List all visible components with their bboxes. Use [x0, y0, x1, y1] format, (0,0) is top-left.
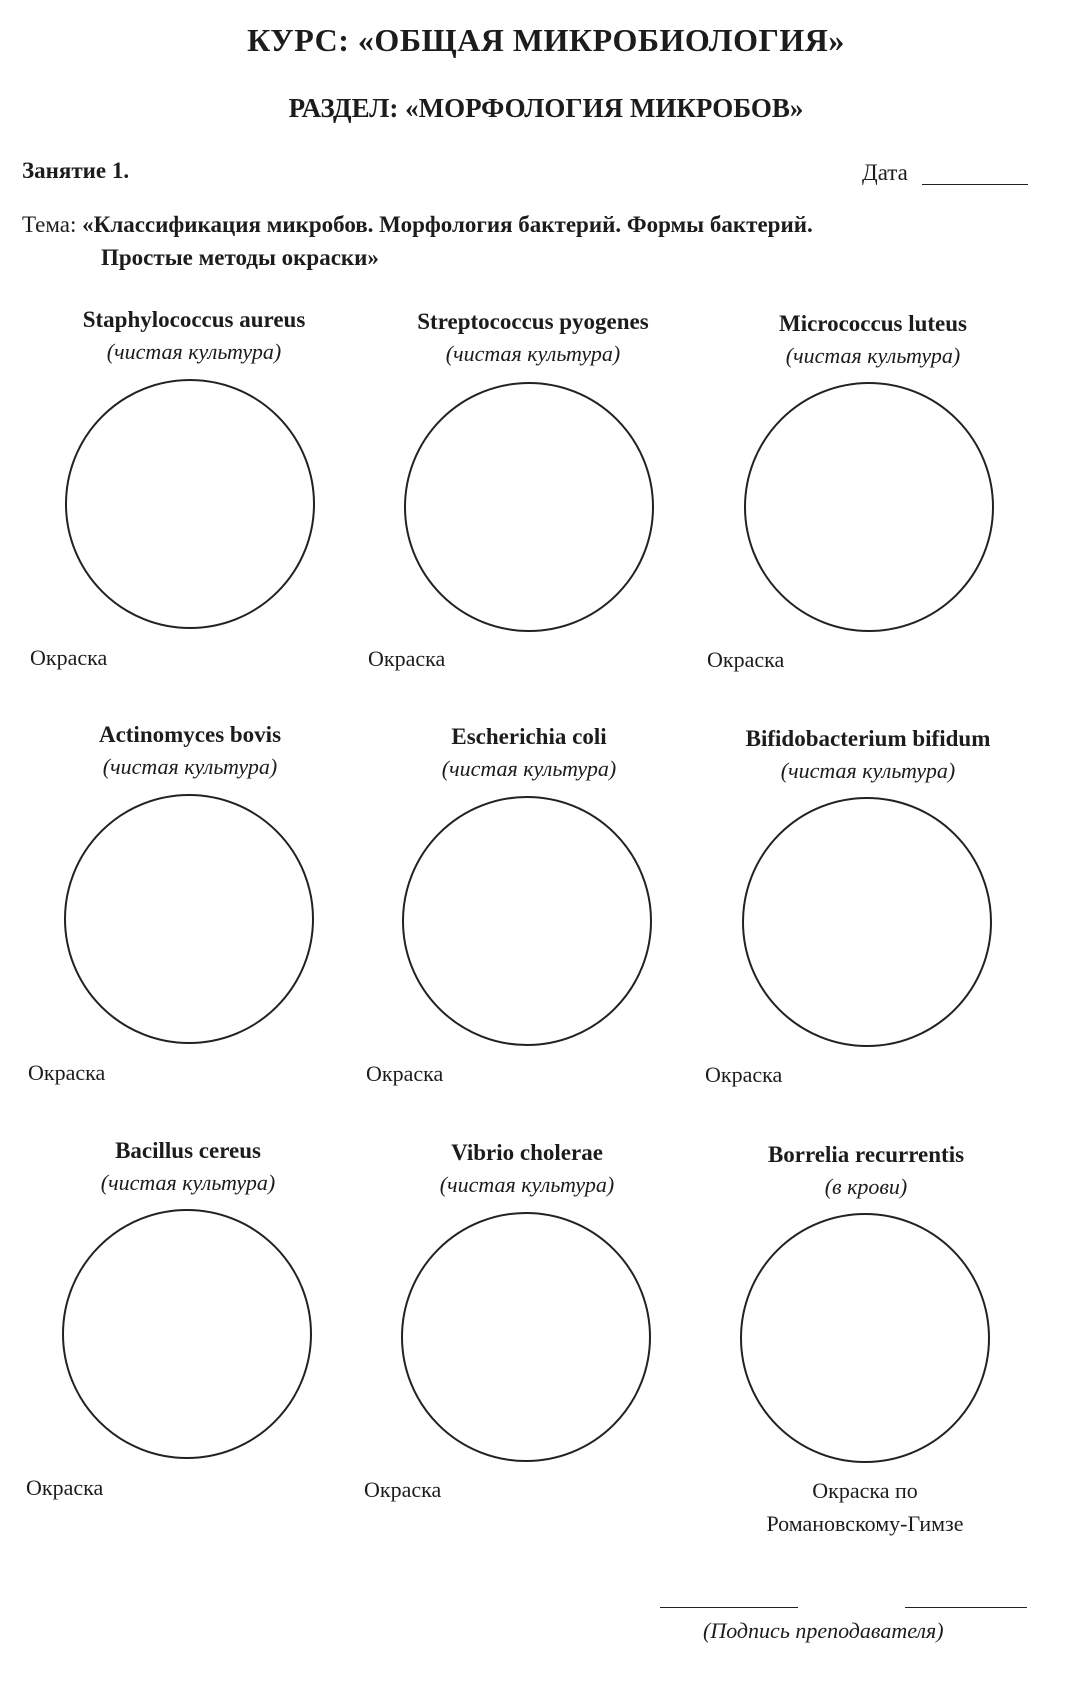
culture-note: (чистая культура)	[102, 754, 278, 779]
stain-line-2: Романовскому-Гимзе	[766, 1511, 964, 1536]
drawing-circle[interactable]	[402, 796, 652, 1046]
drawing-circle[interactable]	[742, 797, 992, 1047]
cell-heading	[24, 304, 364, 368]
stain-label: Окраска	[705, 1062, 783, 1087]
cell-heading	[20, 719, 360, 783]
cell-heading	[363, 306, 703, 370]
drawing-circle[interactable]	[404, 382, 654, 632]
course-title: КУРС: «ОБЩАЯ МИКРОБИОЛОГИЯ»	[247, 22, 845, 58]
stain-label: Окраска	[707, 647, 785, 672]
culture-note: (чистая культура)	[785, 343, 961, 368]
signature-line-right[interactable]	[905, 1607, 1027, 1608]
stain-label: Окраска	[368, 646, 446, 671]
topic-line-1: «Классификация микробов. Морфология бактерий. Формы бактерий.	[82, 212, 813, 237]
species-name: Staphylococcus aureus	[82, 307, 306, 332]
lesson-number: Занятие 1.	[22, 158, 130, 183]
drawing-circle[interactable]	[740, 1213, 990, 1463]
signature-caption: (Подпись преподавателя)	[703, 1618, 944, 1643]
stain-label: Окраска	[26, 1475, 104, 1500]
culture-note: (чистая культура)	[780, 758, 956, 783]
signature-line-left[interactable]	[660, 1607, 798, 1608]
stain-line-1: Окраска по	[812, 1478, 918, 1503]
cell-heading	[698, 723, 1038, 787]
species-name: Borrelia recurrentis	[767, 1142, 965, 1167]
drawing-circle[interactable]	[64, 794, 314, 1044]
drawing-circle[interactable]	[62, 1209, 312, 1459]
species-name: Actinomyces bovis	[98, 722, 282, 747]
topic-line-2: Простые методы окраски»	[101, 245, 379, 270]
culture-note: (чистая культура)	[100, 1170, 276, 1195]
cell-heading	[18, 1135, 358, 1199]
stain-label: Окраска	[366, 1061, 444, 1086]
stain-label: Окраска	[28, 1060, 106, 1085]
culture-note: (чистая культура)	[441, 756, 617, 781]
stain-label-romanovsky	[715, 1474, 1015, 1540]
drawing-circle[interactable]	[744, 382, 994, 632]
stain-label: Окраска	[30, 645, 108, 670]
culture-note: (в крови)	[824, 1174, 908, 1199]
cell-heading	[359, 721, 699, 785]
species-name: Streptococcus pyogenes	[417, 309, 649, 334]
species-name: Bacillus cereus	[115, 1138, 261, 1163]
cell-heading	[696, 1139, 1036, 1203]
date-blank-line[interactable]	[922, 184, 1028, 185]
culture-note: (чистая культура)	[445, 341, 621, 366]
culture-note: (чистая культура)	[439, 1172, 615, 1197]
topic	[22, 208, 1062, 274]
species-name: Escherichia coli	[451, 724, 607, 749]
cell-heading	[357, 1137, 697, 1201]
species-name: Vibrio cholerae	[451, 1140, 603, 1165]
date-label: Дата	[862, 160, 908, 185]
drawing-circle[interactable]	[401, 1212, 651, 1462]
drawing-circle[interactable]	[65, 379, 315, 629]
culture-note: (чистая культура)	[106, 339, 282, 364]
cell-heading	[703, 308, 1043, 372]
species-name: Bifidobacterium bifidum	[745, 726, 991, 751]
topic-prefix: Тема:	[22, 212, 77, 237]
stain-label: Окраска	[364, 1477, 442, 1502]
section-title: РАЗДЕЛ: «МОРФОЛОГИЯ МИКРОБОВ»	[288, 93, 804, 123]
species-name: Micrococcus luteus	[778, 311, 967, 336]
